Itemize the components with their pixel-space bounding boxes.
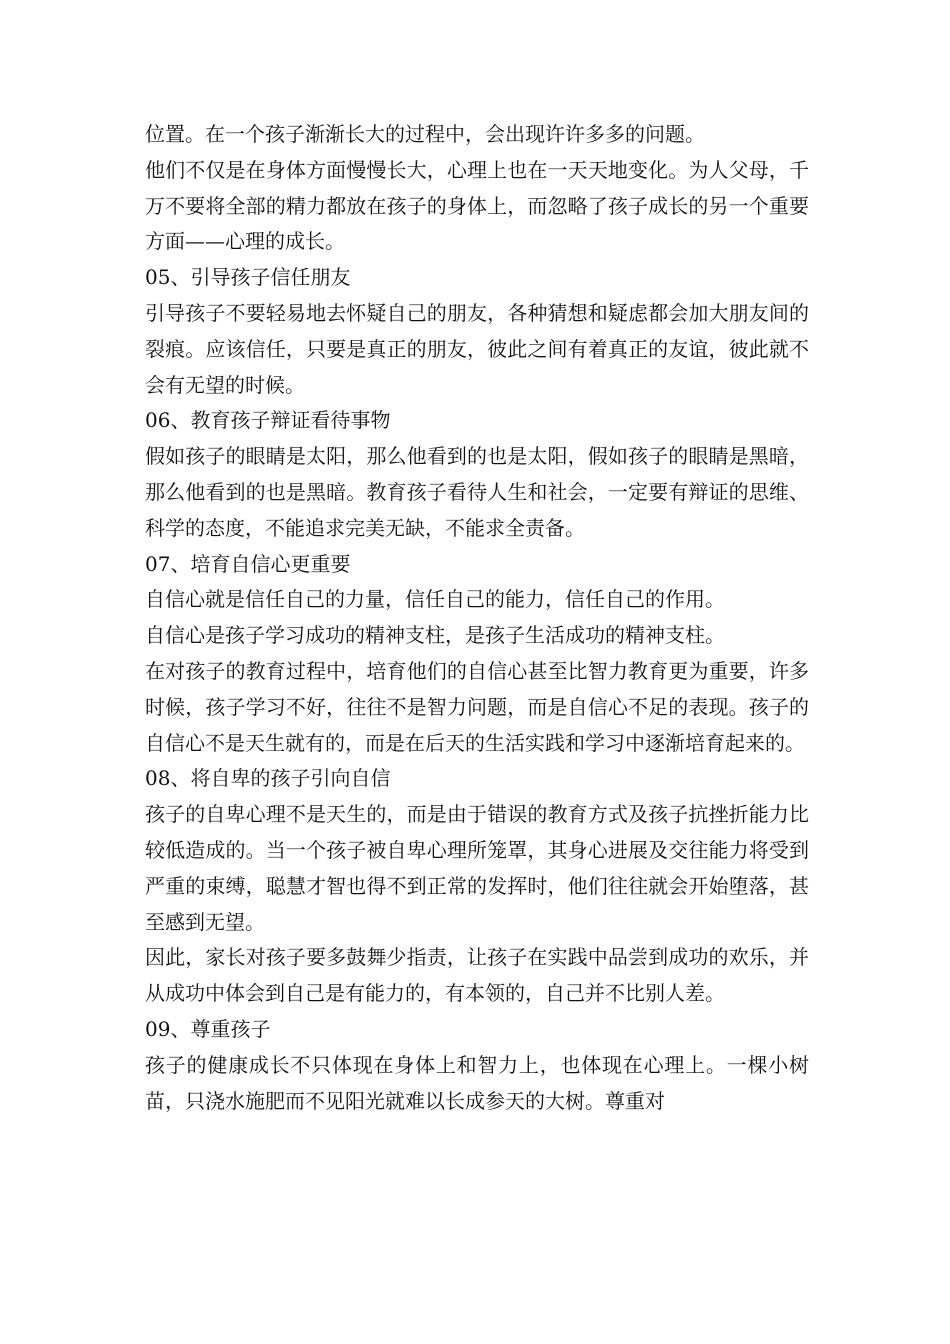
paragraph: 他们不仅是在身体方面慢慢长大，心理上也在一天天地变化。为人父母，千万不要将全部的精力都放在孩子的身体上，而忽略了孩子成长的另一个重要方面——心理的成长。 [145,157,809,254]
paragraph: 在对孩子的教育过程中，培育他们的自信心甚至比智力教育更为重要，许多时候，孩子学习不好，往往不是智力问题，而是自信心不足的表现。孩子的自信心不是天生就有的，而是在后天的生活实践和学习中逐渐培育起来的。 [145,658,809,755]
document-page [145,117,809,1119]
paragraph: 位置。在一个孩子渐渐长大的过程中，会出现许许多多的问题。 [145,122,705,146]
section-heading: 07、培育自信心更重要 [145,551,351,576]
paragraph: 因此，家长对孩子要多鼓舞少指责，让孩子在实践中品尝到成功的欢乐，并从成功中体会到自己是有能力的，有本领的，自己并不比别人差。 [145,945,809,1006]
section-heading: 06、教育孩子辩证看待事物 [145,408,391,433]
section-heading: 08、将自卑的孩子引向自信 [145,766,391,791]
paragraph: 孩子的健康成长不只体现在身体上和智力上，也体现在心理上。一棵小树苗，只浇水施肥而不见阳光就难以长成参天的大树。尊重对 [145,1052,809,1113]
paragraph: 假如孩子的眼睛是太阳，那么他看到的也是太阳，假如孩子的眼睛是黑暗，那么他看到的也是黑暗。教育孩子看待人生和社会，一定要有辩证的思维、科学的态度，不能追求完美无缺，不能求全责备。 [145,444,809,540]
paragraph: 引导孩子不要轻易地去怀疑自己的朋友，各种猜想和疑虑都会加大朋友间的裂痕。应该信任，只要是真正的朋友，彼此之间有着真正的友谊，彼此就不会有无望的时候。 [145,300,809,397]
paragraph: 自信心是孩子学习成功的精神支柱，是孩子生活成功的精神支柱。 [145,623,725,648]
paragraph: 孩子的自卑心理不是天生的，而是由于错误的教育方式及孩子抗挫折能力比较低造成的。当一个孩子被自卑心理所笼罩，其身心进展及交往能力将受到严重的束缚，聪慧才智也得不到正常的发挥时，他们往往就会开始堕落，甚至感到无望。 [145,802,809,934]
section-heading: 09、尊重孩子 [145,1016,271,1041]
paragraph: 自信心就是信任自己的力量，信任自己的能力，信任自己的作用。 [145,587,725,612]
section-heading: 05、引导孩子信任朋友 [145,265,351,290]
